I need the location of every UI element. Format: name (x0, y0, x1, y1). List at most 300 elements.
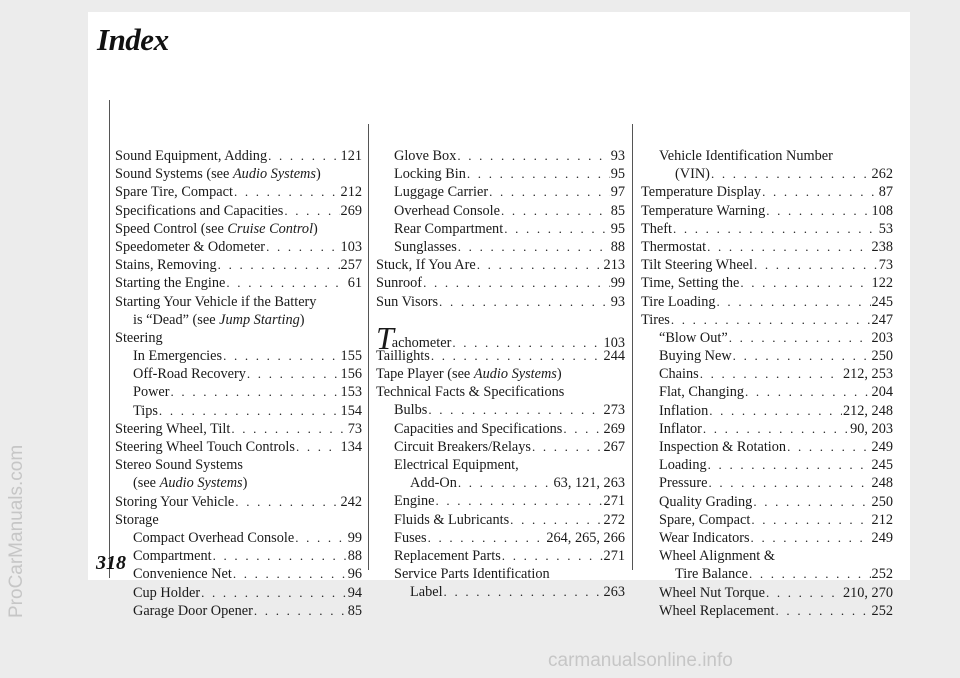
index-entry (641, 238, 893, 256)
dot-leader (284, 202, 339, 220)
dot-leader (268, 147, 339, 165)
watermark-side: ProCarManuals.com (6, 444, 27, 618)
dot-leader (254, 602, 347, 620)
index-entry (376, 256, 625, 274)
section-spacer (376, 311, 625, 329)
entry-text: Storing Your Vehicle (115, 493, 235, 510)
entry-label (394, 401, 427, 419)
entry-label (641, 256, 753, 274)
entry-label (659, 548, 775, 564)
entry-text: Circuit Breakers/Relays (394, 438, 531, 455)
entry-label (115, 202, 283, 220)
index-entry (115, 420, 362, 438)
entry-text: Steering (115, 329, 163, 346)
entry-page-number: 269 (340, 202, 362, 219)
dot-leader (754, 256, 878, 274)
entry-text: Compact Overhead Console (133, 529, 295, 546)
entry-text: Fuses (394, 529, 427, 546)
entry-label (133, 529, 294, 547)
index-entry (641, 438, 893, 456)
entry-label (115, 512, 159, 528)
index-entry (376, 583, 625, 601)
entry-page-number: 271 (603, 547, 625, 564)
entry-label (133, 402, 158, 420)
entry-label (115, 438, 295, 456)
entry-label (376, 256, 476, 274)
entry-text: Capacities and Specifications (394, 420, 563, 437)
index-entry (641, 365, 893, 383)
entry-text: Replacement Parts (394, 547, 501, 564)
index-entry (115, 383, 362, 401)
index-entry (376, 547, 625, 565)
index-entry (376, 529, 625, 547)
entry-text: Wear Indicators (659, 529, 750, 546)
entry-text: Compartment (133, 548, 212, 565)
index-entry (115, 529, 362, 547)
index-entry (376, 293, 625, 311)
entry-label (133, 565, 232, 583)
index-entry (641, 383, 893, 401)
entry-page-number: 108 (871, 202, 893, 219)
entry-text: Thermostat (641, 238, 707, 255)
entry-reference: Audio Systems (159, 475, 243, 492)
dot-leader (740, 274, 870, 292)
entry-text-tail: ) (299, 311, 305, 328)
dot-leader (213, 547, 347, 565)
dot-leader (247, 365, 340, 383)
entry-text: Time, Setting the (641, 275, 740, 292)
dot-leader (501, 202, 610, 220)
index-entry (641, 329, 893, 347)
entry-page-number: 154 (340, 402, 362, 419)
index-entry (641, 547, 893, 565)
index-entry (641, 183, 893, 201)
index-entry (641, 402, 893, 420)
entry-text: Glove Box (394, 148, 457, 164)
index-entry (376, 456, 625, 474)
index-column-3 (641, 147, 893, 620)
entry-page-number: 93 (610, 293, 625, 310)
entry-text: Sun Visors (376, 293, 439, 310)
entry-label (394, 492, 435, 510)
dot-leader (673, 220, 878, 238)
entry-page-number: 93 (610, 148, 625, 164)
entry-text: Pressure (659, 475, 708, 492)
entry-label (133, 602, 253, 620)
entry-text-tail: ) (556, 366, 562, 383)
entry-label (115, 493, 234, 511)
index-entry (115, 183, 362, 201)
entry-label (641, 274, 739, 292)
entry-page-number: 204 (871, 384, 893, 401)
dot-leader (201, 584, 347, 602)
entry-label (376, 293, 438, 311)
entry-label (659, 456, 707, 474)
entry-page-number: 95 (610, 166, 625, 183)
entry-label (659, 438, 786, 456)
entry-label (133, 347, 222, 365)
entry-text: Tires (641, 311, 670, 328)
entry-text: Add-On (410, 475, 457, 492)
entry-page-number: 203 (871, 329, 893, 346)
dot-leader (717, 293, 871, 311)
dot-leader (467, 165, 610, 183)
entry-page-number: 245 (871, 293, 893, 310)
dot-leader (439, 293, 610, 311)
index-entry (376, 347, 625, 365)
entry-label (659, 511, 750, 529)
entry-page-number: 273 (603, 402, 625, 419)
entry-label (115, 256, 217, 274)
entry-label (394, 183, 488, 201)
entry-text: Service Parts Identification (394, 566, 550, 583)
entry-label (659, 383, 744, 401)
entry-page-number: 134 (340, 439, 362, 455)
entry-page-number: 97 (610, 184, 625, 201)
index-entry (641, 511, 893, 529)
entry-page-number: 85 (347, 602, 362, 619)
entry-text: Technical Facts & Specifications (376, 384, 565, 401)
dot-leader (458, 474, 553, 492)
entry-text: Off-Road Recovery (133, 366, 246, 383)
index-entry (641, 293, 893, 311)
entry-page-number: 262 (871, 166, 893, 183)
dot-leader (751, 511, 870, 529)
entry-text: Cup Holder (133, 584, 201, 601)
entry-page-number: 103 (340, 238, 362, 255)
page-title: Index (97, 22, 169, 57)
index-entry (641, 456, 893, 474)
dot-leader (563, 420, 602, 438)
entry-label (659, 602, 775, 620)
entry-text: Fluids & Lubricants (394, 511, 510, 528)
watermark-bottom: carmanualsonline.info (548, 650, 733, 671)
entry-text: Sound Systems (see (115, 166, 233, 183)
entry-text: (VIN) (675, 166, 710, 183)
entry-label (376, 274, 422, 292)
entry-label (115, 330, 163, 346)
entry-label (394, 547, 501, 565)
entry-text: “Blow Out” (659, 329, 728, 346)
index-entry (115, 147, 362, 165)
entry-label (115, 183, 233, 201)
entry-label (115, 274, 225, 292)
dot-leader (457, 147, 609, 165)
entry-text: Locking Bin (394, 166, 466, 183)
entry-label (394, 147, 456, 165)
index-entry (376, 492, 625, 510)
dot-leader (226, 274, 346, 292)
entry-page-number: 272 (603, 511, 625, 528)
entry-text: Speedometer & Odometer (115, 238, 266, 255)
entry-label (133, 312, 305, 328)
index-entry (641, 220, 893, 238)
entry-label (394, 238, 457, 256)
entry-reference: Cruise Control (227, 220, 314, 237)
entry-page-number: 249 (871, 529, 893, 546)
index-entry (641, 584, 893, 602)
entry-text: Engine (394, 493, 435, 510)
index-entry (115, 293, 362, 311)
dot-leader (458, 238, 610, 256)
dot-leader (266, 238, 339, 256)
index-entry (641, 602, 893, 620)
index-entry (641, 493, 893, 511)
dot-leader (532, 438, 603, 456)
entry-label (394, 220, 503, 238)
entry-label (133, 584, 200, 602)
entry-text: Inflator (659, 420, 702, 437)
dot-leader (510, 511, 602, 529)
entry-page-number: 247 (871, 311, 893, 328)
index-entry (641, 147, 893, 165)
index-entry (115, 456, 362, 474)
entry-page-number: 238 (871, 238, 893, 255)
entry-page-number: 153 (340, 384, 362, 401)
entry-text: Overhead Console (394, 202, 501, 219)
entry-label (659, 329, 728, 347)
index-entry (376, 274, 625, 292)
entry-page-number: 61 (347, 275, 362, 292)
entry-text: Starting the Engine (115, 275, 226, 292)
entry-page-number: 73 (347, 420, 362, 437)
entry-text: Spare Tire, Compact (115, 184, 233, 201)
dot-leader (766, 584, 842, 602)
entry-label (675, 565, 748, 583)
entry-page-number: 88 (347, 548, 362, 565)
dot-leader (709, 402, 842, 420)
dot-leader (700, 365, 842, 383)
entry-page-number: 213 (603, 257, 625, 274)
index-entry (376, 165, 625, 183)
entry-text-tail: ) (313, 220, 318, 237)
entry-text: Garage Door Opener (133, 602, 253, 619)
entry-page-number: 88 (610, 238, 625, 255)
dot-leader (766, 202, 870, 220)
index-entry (641, 202, 893, 220)
entry-label (659, 420, 702, 438)
entry-page-number: 94 (347, 584, 362, 601)
entry-text: Inflation (659, 402, 709, 419)
entry-text: Tips (133, 402, 158, 419)
entry-page-number: 252 (871, 602, 893, 619)
index-entry (376, 474, 625, 492)
entry-reference: Audio Systems (473, 366, 557, 383)
entry-page-number: 249 (871, 439, 893, 455)
index-column-1 (115, 147, 362, 620)
entry-page-number: 155 (340, 348, 362, 365)
index-entry (115, 511, 362, 529)
entry-text: Wheel Alignment & (659, 548, 775, 565)
entry-label (659, 365, 699, 383)
entry-label (641, 311, 670, 329)
entry-label (394, 202, 500, 220)
entry-label (659, 529, 750, 547)
entry-page-number: 248 (871, 475, 893, 492)
dot-leader (489, 183, 610, 201)
entry-page-number: 263 (603, 584, 625, 601)
entry-label (394, 566, 550, 582)
index-entry (376, 383, 625, 401)
entry-page-number: 252 (871, 566, 893, 583)
dot-leader (431, 347, 603, 365)
entry-label (641, 202, 765, 220)
index-entry (641, 274, 893, 292)
entry-label (133, 365, 246, 383)
entry-text: Bulbs (394, 402, 428, 419)
entry-text: Steering Wheel Touch Controls (115, 439, 295, 455)
entry-text: Storage (115, 511, 159, 528)
index-entry (115, 402, 362, 420)
entry-label (133, 383, 170, 401)
entry-page-number: 122 (871, 275, 893, 292)
entry-text: Theft (641, 220, 672, 237)
dot-leader (733, 347, 871, 365)
entry-text: Tire Balance (675, 566, 748, 583)
entry-text: Speed Control (see (115, 220, 228, 237)
entry-text: Label (410, 584, 443, 601)
index-entry (115, 493, 362, 511)
entry-page-number: 90, 203 (850, 420, 893, 437)
entry-label (394, 511, 509, 529)
index-column-2 (376, 147, 625, 602)
entry-page-number: 244 (603, 347, 625, 364)
dot-leader (171, 383, 340, 401)
entry-label (376, 384, 564, 400)
index-entry (115, 220, 362, 238)
entry-label (376, 347, 430, 365)
entry-label (394, 457, 519, 473)
dot-leader (436, 492, 603, 510)
entry-text: achometer (391, 334, 452, 351)
index-entry (115, 565, 362, 583)
entry-text: Loading (659, 457, 707, 474)
entry-page-number: 95 (610, 220, 625, 237)
dot-leader (708, 456, 871, 474)
entry-text: Tilt Steering Wheel (641, 257, 753, 274)
dot-leader (671, 311, 871, 329)
entry-page-number: 103 (603, 334, 625, 351)
dot-leader (776, 602, 871, 620)
index-entry (115, 584, 362, 602)
entry-page-number: 267 (603, 438, 625, 455)
index-entry (115, 547, 362, 565)
dot-leader (703, 420, 849, 438)
dot-leader (234, 183, 340, 201)
index-entry (115, 165, 362, 183)
entry-page-number: 212 (340, 184, 362, 201)
entry-text: Tape Player (see (376, 366, 474, 383)
entry-label (410, 474, 457, 492)
entry-text: Sunglasses (394, 238, 457, 255)
entry-page-number: 73 (878, 257, 893, 274)
entry-page-number: 269 (603, 420, 625, 437)
entry-text: In Emergencies (133, 348, 223, 365)
entry-label (641, 220, 672, 238)
entry-reference: Jump Starting (219, 311, 300, 328)
entry-page-number: 156 (340, 366, 362, 383)
entry-page-number: 210, 270 (842, 584, 893, 601)
dot-leader (502, 547, 603, 565)
entry-label (133, 475, 247, 491)
dot-leader (428, 529, 546, 547)
dot-leader (751, 529, 871, 547)
entry-label (659, 493, 752, 511)
entry-text: Stains, Removing (115, 257, 217, 274)
entry-page-number: 250 (871, 493, 893, 510)
index-entry (115, 329, 362, 347)
entry-page-number: 250 (871, 348, 893, 365)
column-divider-left (109, 100, 110, 578)
dot-leader (295, 529, 347, 547)
entry-label (115, 147, 267, 165)
index-entry (641, 529, 893, 547)
entry-page-number: 264, 265, 266 (546, 529, 625, 546)
entry-page-number: 63, 121, 263 (553, 475, 625, 492)
entry-text: is “Dead” (see (133, 311, 220, 328)
entry-text: Tire Loading (641, 293, 716, 310)
index-entry (115, 438, 362, 456)
entry-text: Vehicle Identification Number (659, 148, 833, 164)
entry-text: Wheel Nut Torque (659, 584, 765, 601)
entry-label (376, 366, 562, 382)
entry-label (115, 221, 318, 237)
entry-label (659, 148, 833, 164)
entry-page-number: 242 (340, 493, 362, 510)
index-entry (376, 238, 625, 256)
dot-leader (423, 274, 610, 292)
entry-text: Stuck, If You Are (376, 257, 476, 274)
index-entry (641, 474, 893, 492)
dot-leader (504, 220, 610, 238)
entry-text-tail: ) (242, 475, 248, 492)
index-entry (115, 238, 362, 256)
index-entry (376, 420, 625, 438)
entry-page-number: 99 (347, 529, 362, 546)
dot-leader (233, 565, 347, 583)
entry-text: Convenience Net (133, 566, 232, 583)
entry-text: Quality Grading (659, 493, 753, 510)
drop-cap-letter: T (376, 319, 394, 356)
entry-text: Electrical Equipment, (394, 457, 519, 473)
entry-text: Spare, Compact (659, 511, 751, 528)
entry-text: Sound Equipment, Adding (115, 148, 268, 164)
column-divider-right (632, 124, 633, 570)
entry-label (115, 294, 316, 310)
dot-leader (707, 238, 870, 256)
entry-text: Sunroof (376, 275, 423, 292)
entry-label (133, 547, 212, 565)
entry-text: Luggage Carrier (394, 184, 489, 201)
entry-text: Stereo Sound Systems (115, 457, 243, 474)
entry-page-number: 212 (871, 511, 893, 528)
index-entry (115, 274, 362, 292)
entry-page-number: 96 (347, 566, 362, 583)
entry-text: Buying New (659, 348, 732, 365)
entry-label (115, 457, 243, 473)
index-entry (115, 602, 362, 620)
index-entry (641, 565, 893, 583)
entry-label (641, 293, 716, 311)
entry-page-number: 85 (610, 202, 625, 219)
entry-text: Specifications and Capacities (115, 202, 284, 219)
entry-text: Power (133, 384, 170, 401)
dot-leader (708, 474, 870, 492)
index-entry (376, 183, 625, 201)
entry-text: Steering Wheel, Tilt (115, 420, 231, 437)
index-entry (376, 511, 625, 529)
index-entry (376, 565, 625, 583)
